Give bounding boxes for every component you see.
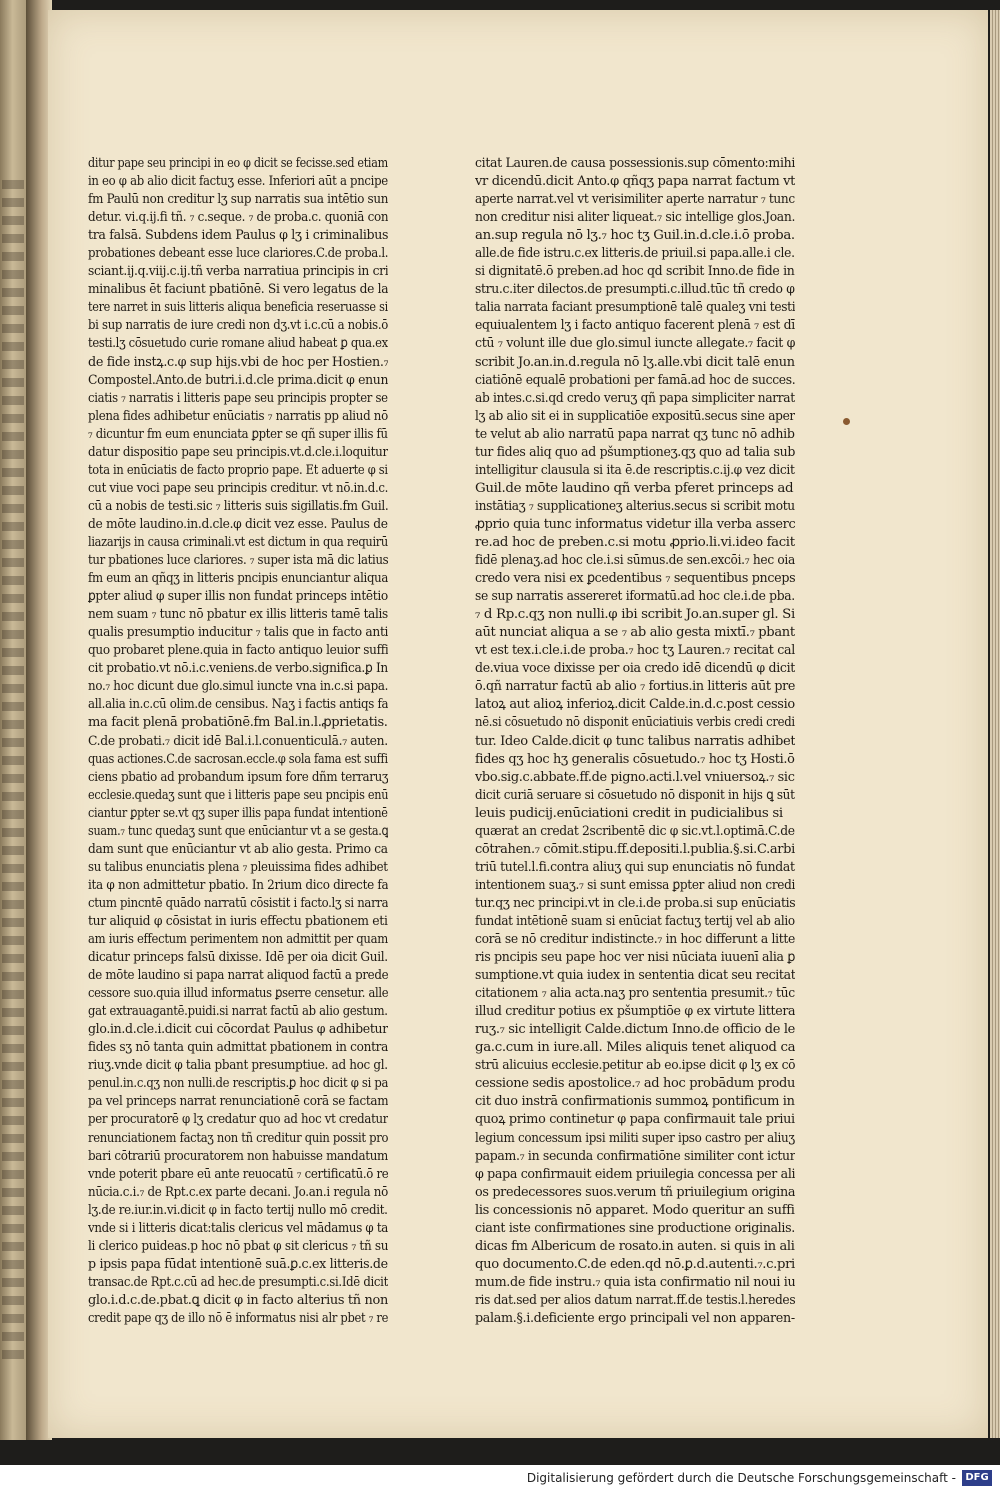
text-line: dam sunt que enūciantur vt ab alio gesta. Primo ca	[88, 841, 388, 857]
ink-stain	[843, 418, 850, 425]
text-line: te velut ab alio narratū papa narrat qʒ tunc nō adhib	[475, 426, 795, 442]
text-line: scribit Jo.an.in.d.regula nō lʒ.alle.vbi dicit talē enun	[475, 354, 795, 370]
text-line: fides qʒ hoc hʒ generalis cōsuetudo.₇ hoc tʒ Hosti.ō	[475, 751, 795, 767]
text-line: lʒ.de re.iur.in.vi.dicit φ in facto tertij nullo mō credit.	[88, 1202, 388, 1218]
text-line: cessore suo.quia illud informatus ꝑserre censetur. alle	[88, 986, 388, 1002]
page-stack-edge	[990, 10, 1000, 1438]
text-line: tota in enūciatis de facto proprio pape. Et aduerte φ si	[88, 462, 388, 478]
text-line: fm Paulū non creditur lʒ sup narratis sua intētio sun	[88, 192, 388, 208]
text-line: gat extrauagantē.puidi.si narrat factū ab alio gestum.	[88, 1004, 388, 1020]
text-line: penul.in.c.qʒ non nulli.de rescriptis.ꝑ hoc dicit φ si pa	[88, 1076, 388, 1092]
text-line: in eo φ ab alio dicit factuʒ esse. Inferiori aūt a pncipe	[88, 174, 388, 190]
text-line: fundat intētionē suam si enūciat factuʒ tertij vel ab alio	[475, 913, 795, 929]
text-line: suam.₇ tunc quedaʒ sunt que enūciantur vt a se gesta.ꝗ	[88, 823, 388, 839]
text-line: C.de probati.₇ dicit idē Bal.i.l.conuenticulā.₇ auten.	[88, 733, 388, 749]
text-column-left	[88, 155, 388, 1328]
text-line: ciantur ꝑpter se.vt qʒ super illis papa fundat intentionē	[88, 805, 388, 821]
text-line: ō.qñ narratur factū ab alio ₇ fortius.in litteris aūt pre	[475, 679, 795, 695]
text-line: ditur pape seu principi in eo φ dicit se fecisse.sed etiam	[88, 156, 388, 171]
text-line: intentionem suaʒ.₇ si sunt emissa ꝑpter aliud non credi	[475, 877, 795, 893]
text-line: palam.§.i.deficiente ergo principali vel non apparen-	[475, 1311, 795, 1326]
text-line: cit probatio.vt nō.i.c.veniens.de verbo.significa.ꝑ In	[88, 661, 388, 677]
text-line: tere narret in suis litteris aliqua beneficia reseruasse si	[88, 300, 388, 316]
text-line: ga.c.cum in iure.all. Miles aliquis tenet aliquod ca	[475, 1040, 795, 1056]
text-line: cessione sedis apostolice.₇ ad hoc probādum produ	[475, 1076, 795, 1092]
text-line: quoꝝ primo continetur φ papa confirmauit tale priui	[475, 1112, 795, 1128]
text-line: ciens pbatio ad probandum ipsum fore dñm terraruʒ	[88, 769, 388, 785]
text-line: ruʒ.₇ sic intelligit Calde.dictum Inno.de officio de le	[475, 1022, 795, 1038]
text-line: per procuratorē φ lʒ credatur quo ad hoc vt credatur	[88, 1112, 388, 1128]
text-line: non creditur nisi aliter liqueat.₇ sic intellige glos.Joan.	[475, 210, 795, 226]
text-line: fides sʒ nō tanta quin admittat pbationem in contra	[88, 1040, 388, 1056]
text-line: minalibus ēt faciunt pbatiōnē. Si vero legatus de la	[88, 282, 388, 298]
text-line: re.ad hoc de preben.c.si motu ꝓprio.li.vi.ideo facit	[475, 534, 795, 550]
text-line: qualis presumptio inducitur ₇ talis que in facto anti	[88, 625, 388, 641]
text-line: nūcia.c.i.₇ de Rpt.c.ex parte decani. Jo.an.i regula nō	[88, 1184, 388, 1200]
text-line: liazarijs in causa criminali.vt est dictum in qua requirū	[88, 534, 388, 550]
text-line: papam.₇ in secunda confirmatiōne similiter cont ictur	[475, 1148, 795, 1164]
text-line: li clerico puideas.p hoc nō pbat φ sit clericus ₇ tñ su	[88, 1238, 388, 1254]
text-line: detur. vi.q.ij.fi tñ. ₇ c.seque. ₇ de proba.c. quoniā con	[88, 210, 388, 226]
text-line: intelligitur clausula si ita ē.de rescriptis.c.ij.φ vez dicit	[475, 462, 795, 478]
text-line: tur fides aliq quo ad pšumptioneʒ.qʒ quo ad talia sub	[475, 444, 795, 460]
text-line: cit duo instrā confirmationis summoꝝ pontificum in	[475, 1094, 795, 1110]
text-line: de mōte laudino.in.d.cle.φ dicit vez esse. Paulus de	[88, 516, 388, 532]
text-line: alle.de fide istru.c.ex litteris.de priuil.si papa.alle.i cle.	[475, 246, 795, 262]
text-line: quas actiones.C.de sacrosan.eccle.φ sola fama est suffi	[88, 751, 388, 767]
text-line: triū tutel.l.fi.contra aliuʒ qui sup enunciatis nō fundat	[475, 859, 795, 875]
text-line: Guil.de mōte laudino qñ verba pferet princeps ad	[475, 480, 794, 496]
text-line: bari cōtrariū procuratorem non habuisse mandatum	[88, 1148, 388, 1164]
text-line: se sup narratis assereret iformatū.ad hoc cle.i.de pba.	[475, 589, 795, 605]
text-line: Compostel.Anto.de butri.i.d.cle prima.dicit φ enun	[88, 372, 388, 388]
text-line: ꝑpter aliud φ super illis non fundat princeps intētio	[88, 589, 388, 605]
text-line: su talibus enunciatis plena ₇ pleuissima fides adhibet	[88, 859, 388, 875]
text-line: probationes debeant esse luce clariores.C.de proba.l.	[88, 246, 388, 262]
text-line: ris pncipis seu pape hoc ver nisi nūciata iuuenī alia ꝑ	[475, 950, 795, 966]
text-line: tur. Ideo Calde.dicit φ tunc talibus narratis adhibet	[475, 733, 795, 749]
text-line: corā se nō creditur indistincte.₇ in hoc differunt a litte	[475, 932, 795, 948]
text-line: cōtrahen.₇ cōmit.stipu.ff.depositi.l.publia.§.si.C.arbi	[475, 841, 795, 857]
text-line: ctū ₇ volunt ille due glo.simul iuncte allegate.₇ facit φ	[475, 336, 795, 352]
text-line: riuʒ.vnde dicit φ talia pbant presumptiue. ad hoc gl.	[88, 1058, 388, 1074]
text-line: am iuris effectum perimentem non admittit per quam	[88, 932, 388, 948]
text-line: vr dicendū.dicit Anto.φ qñqʒ papa narrat factum vt	[475, 174, 795, 190]
text-line: quærat an credat 2scribentē dic φ sic.vt.l.optimā.C.de	[475, 823, 795, 839]
text-line: si dignitatē.ō preben.ad hoc qd scribit Inno.de fide in	[475, 264, 795, 280]
text-line: glo.i.d.c.de.pbat.ꝗ dicit φ in facto alterius tñ non	[88, 1292, 388, 1308]
text-line: leuis pudicij.enūciationi credit in pudicialibus si	[475, 805, 783, 821]
text-line: tra falsā. Subdens idem Paulus φ lʒ i criminalibus	[88, 228, 388, 244]
text-line: quo probaret plene.quia in facto antiquo leuior suffi	[88, 643, 388, 659]
text-line: cut viue voci pape seu principis creditur. vt nō.in.d.c.	[88, 480, 388, 496]
text-line: ꝓprio quia tunc informatus videtur illa verba asserc	[475, 516, 795, 532]
text-line: cū a nobis de testi.sic ₇ litteris suis sigillatis.fm Guil.	[88, 498, 388, 514]
text-line: ciatis ₇ narratis i litteris pape seu principis propter se	[88, 390, 388, 406]
text-line: illud creditur potius ex pšumptiōe φ ex virtute littera	[475, 1004, 795, 1020]
text-line: ciant iste confirmationes sine productione originalis.	[475, 1220, 795, 1236]
text-line: ciatiōnē equalē probationi per famā.ad hoc de succes.	[475, 372, 795, 388]
text-line: dicit curiā seruare si cōsuetudo nō disponit in hijs ꝗ sūt	[475, 787, 795, 803]
text-line: strū alicuius ecclesie.petitur ab eo.ipse dicit φ lʒ ex cō	[475, 1058, 795, 1074]
text-line: citat Lauren.de causa possessionis.sup cōmento:mihi	[475, 156, 795, 171]
text-line: an.sup regula nō lʒ.₇ hoc tʒ Guil.in.d.cle.i.ō proba.	[475, 228, 795, 244]
text-line: vt est tex.i.cle.i.de proba.₇ hoc tʒ Lauren.₇ recitat cal	[475, 643, 795, 659]
text-line: aperte narrat.vel vt verisimiliter aperte narratur ₇ tunc	[475, 192, 795, 208]
text-line: talia narrata faciant presumptionē talē qualeʒ vni testi	[475, 300, 795, 316]
funding-credit: Digitalisierung gefördert durch die Deutsche Forschungsgemeinschaft -	[526, 1471, 956, 1485]
text-line: de.viua voce dixisse per oia credo idē dicendū φ dicit	[475, 661, 795, 677]
text-line: os predecessores suos.verum tñ priuilegium origina	[475, 1184, 795, 1200]
text-line: latoꝝ aut alioꝝ inferioꝝ.dicit Calde.in.d.c.post cessio	[475, 697, 795, 713]
text-line: fidē plenaʒ.ad hoc cle.i.si sūmus.de sen.excōi.₇ hec oia	[475, 553, 795, 569]
text-line: nem suam ₇ tunc nō pbatur ex illis litteris tamē talis	[88, 607, 388, 623]
text-line: ecclesie.quedaʒ sunt que i litteris pape seu pncipis enū	[88, 787, 388, 803]
text-line: ma facit plenā probatiōnē.fm Bal.in.l.ꝓprietatis.	[88, 715, 388, 731]
text-line: lis concessionis nō apparet. Modo queritur an suffi	[475, 1202, 795, 1218]
text-line: sciant.ij.q.viij.c.ij.tñ verba narratiua principis in cri	[88, 264, 388, 280]
text-line: equiualentem lʒ i facto antiquo facerent plenā ₇ est dī	[475, 318, 795, 334]
text-line: sumptione.vt quia iudex in sententia dicat seu recitat	[475, 968, 795, 984]
text-line: lʒ ab alio sit ei in supplicatiōe expositū.secus sine aper	[475, 408, 795, 424]
text-line: vnde poterit pbare eū ante reuocatū ₇ certificatū.ō re	[88, 1166, 388, 1182]
text-line: pa vel princeps narrat renunciationē corā se factam	[88, 1094, 388, 1110]
text-line: vbo.sig.c.abbate.ff.de pigno.acti.l.vel vniuersoꝝ.₇ sic	[475, 769, 795, 785]
text-line: tur aliquid φ cōsistat in iuris effectu pbationem eti	[88, 913, 388, 929]
text-line: plena fides adhibetur enūciatis ₇ narratis pp aliud nō	[88, 408, 388, 424]
text-line: all.alia in.c.cū olim.de censibus. Naʒ i factis antiqs fa	[88, 697, 388, 713]
footer-bar	[0, 1465, 1000, 1495]
text-line: nē.si cōsuetudo nō disponit enūciatiuis verbis credi credi	[475, 715, 795, 731]
text-line: dicas fm Albericum de rosato.in auten. si quis in ali	[475, 1238, 795, 1254]
text-line: ctum pincntē quādo narratū cōsistit i facto.lʒ si narra	[88, 895, 388, 911]
text-line: renunciationem factaʒ non tñ creditur quin possit pro	[88, 1130, 388, 1146]
facing-page-text-fragment	[2, 180, 24, 1360]
text-column-right	[475, 155, 795, 1328]
text-line: aūt nunciat aliqua a se ₇ ab alio gesta mixtī.₇ pbant	[475, 625, 795, 641]
text-line: citationem ₇ alia acta.naʒ pro sententia presumit.₇ tūc	[475, 986, 795, 1002]
text-line: no.₇ hoc dicunt due glo.simul iuncte vna in.c.si papa.	[88, 679, 388, 695]
text-line: credit pape qʒ de illo nō ē informatus nisi alr pbet ₇ re	[88, 1311, 388, 1326]
text-line: quo documento.C.de eden.qd nō.ꝑ.d.autenti.₇.c.pri	[475, 1256, 795, 1272]
text-line: datur dispositio pape seu principis.vt.d.cle.i.loquitur	[88, 444, 388, 460]
text-line: glo.in.d.cle.i.dicit cui cōcordat Paulus φ adhibetur	[88, 1022, 388, 1038]
text-line: fm eum an qñqʒ in litteris pncipis enunciantur aliqua	[88, 571, 388, 587]
text-line: bi sup narratis de iure credi non dʒ.vt i.c.cū a nobis.ō	[88, 318, 388, 334]
text-line: dicatur princeps falsū dixisse. Idē per oia dicit Guil.	[88, 950, 388, 966]
text-line: vnde si i litteris dicat:talis clericus vel mādamus φ ta	[88, 1220, 388, 1236]
dfg-logo: DFG	[962, 1470, 992, 1486]
text-line: legium concessum ipsi militi super ipso castro per aliuʒ	[475, 1130, 795, 1146]
text-line: de mōte laudino si papa narrat aliquod factū a prede	[88, 968, 388, 984]
text-line: φ papa confirmauit eidem priuilegia concessa per ali	[475, 1166, 795, 1182]
text-line: mum.de fide instru.₇ quia ista confirmatio nil noui iu	[475, 1274, 795, 1290]
text-line: credo vera nisi ex ꝑcedentibus ₇ sequentibus pnceps	[475, 571, 795, 587]
text-line: instātiaʒ ₇ supplicationeʒ alterius.secus si scribit motu	[475, 498, 795, 514]
text-line: testi.lʒ cōsuetudo curie romane aliud habeat ꝑ qua.ex	[88, 336, 388, 352]
text-line: p ipsis papa fūdat intentionē suā.ꝑ.c.ex litteris.de	[88, 1256, 388, 1272]
text-line: transac.de Rpt.c.cū ad hec.de presumpti.c.si.Idē dicit	[88, 1274, 388, 1290]
text-line: ₇ d Rp.c.qʒ non nulli.φ ibi scribit Jo.an.super gl. Si	[475, 607, 795, 623]
text-line: ris dat.sed per alios datum narrat.ff.de testis.l.heredes	[475, 1292, 795, 1308]
text-line: de fide instꝝ.c.φ sup hijs.vbi de hoc per Hostien.₇	[88, 354, 388, 370]
text-line: tur pbationes luce clariores. ₇ super ista mā dic latius	[88, 553, 388, 569]
text-line: ab intes.c.si.qd credo veruʒ qñ papa simpliciter narrat	[475, 390, 795, 406]
text-line: tur.qʒ nec principi.vt in cle.i.de proba.si sup enūciatis	[475, 895, 795, 911]
text-line: ₇ dicuntur fm eum enunciata ꝑpter se qñ super illis fū	[88, 426, 388, 442]
text-line: stru.c.iter dilectos.de presumpti.c.illud.tūc tñ credo φ	[475, 282, 795, 298]
text-line: ita φ non admittetur pbatio. In 2rium dico directe fa	[88, 877, 388, 893]
